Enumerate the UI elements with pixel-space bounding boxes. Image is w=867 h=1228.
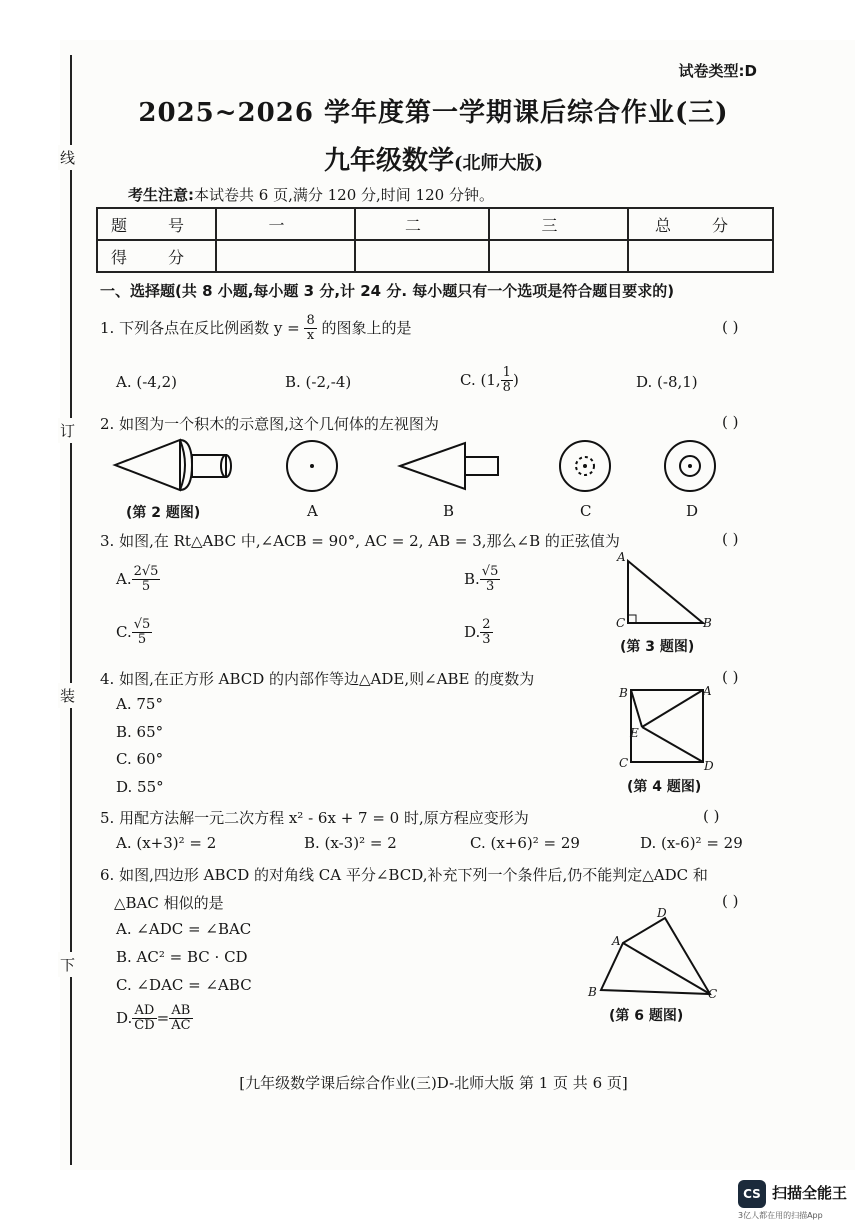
numerator: 1 (502, 365, 511, 380)
option-text: ) (512, 370, 519, 389)
answer-blank[interactable]: ( ) (722, 413, 739, 431)
denominator: 5 (137, 632, 147, 648)
q4-option-c[interactable]: C. 60° (116, 750, 164, 768)
denominator: 5 (141, 579, 151, 595)
score-table-row (97, 240, 773, 272)
q2-figures (110, 435, 730, 501)
candidate-notice (128, 184, 494, 205)
binding-char: 装 (58, 683, 77, 708)
numerator: √5 (481, 564, 499, 579)
point-label: C (619, 756, 629, 770)
table-cell: 题 号 (97, 208, 216, 240)
binding-char: 下 (58, 952, 77, 977)
edition: (北师大版) (453, 153, 544, 174)
q6-option-b[interactable]: B. AC² = BC · CD (116, 948, 248, 966)
answer-blank[interactable]: ( ) (722, 530, 739, 548)
q2-option-d[interactable]: D (686, 502, 699, 520)
q1-option-c[interactable] (460, 366, 519, 396)
q1-stem-a: 1. 下列各点在反比例函数 y = (100, 318, 300, 337)
scanner-tagline: 3亿人都在用的扫描App (738, 1211, 823, 1220)
q4-option-b[interactable]: B. 65° (116, 723, 164, 741)
question-2: 2. 如图为一个积木的示意图,这个几何体的左视图为 (100, 415, 439, 433)
score-input[interactable] (489, 240, 628, 272)
denominator: 3 (482, 632, 491, 648)
fraction (132, 618, 153, 648)
subject: 九年级数学 (323, 146, 454, 176)
answer-blank[interactable]: ( ) (722, 892, 739, 910)
fraction (480, 618, 492, 648)
binding-char: 线 (58, 145, 77, 170)
q1-option-a[interactable]: A. (-4,2) (116, 373, 177, 391)
fraction (480, 565, 501, 595)
point-label: C (708, 987, 718, 1001)
scanner-watermark (738, 1180, 853, 1218)
answer-blank[interactable]: ( ) (722, 318, 739, 336)
table-cell: 总 分 (628, 208, 773, 240)
denominator: 8 (502, 380, 511, 396)
point-label: E (630, 726, 639, 740)
q4-option-d[interactable]: D. 55° (116, 778, 164, 796)
numerator: 2 (482, 617, 491, 632)
q2-caption: (第 2 题图) (126, 505, 201, 521)
point-label: B (703, 616, 712, 630)
q6-quadrilateral-figure (595, 910, 725, 1005)
answer-blank[interactable]: ( ) (703, 807, 720, 825)
notice-text: 本试卷共 6 页,满分 120 分,时间 120 分钟。 (194, 186, 494, 204)
scanner-logo-icon: CS (738, 1180, 766, 1208)
q3-option-d[interactable] (464, 618, 493, 648)
point-label: B (588, 985, 597, 999)
q1-stem-b: 的图象上的是 (321, 318, 412, 337)
option-letter: C. (116, 622, 132, 641)
q2-option-a[interactable]: A (307, 502, 318, 520)
point-label: A (703, 684, 712, 698)
numerator: AB (169, 1004, 192, 1019)
fraction (304, 314, 316, 344)
question-6-line2: △BAC 相似的是 (114, 894, 224, 912)
q5-option-b[interactable]: B. (x-3)² = 2 (304, 834, 397, 852)
table-cell: 一 (216, 208, 355, 240)
score-input[interactable] (216, 240, 355, 272)
paper-type: 试卷类型:D (678, 62, 757, 80)
fraction (169, 1004, 192, 1034)
table-cell: 二 (355, 208, 489, 240)
point-label: B (619, 686, 628, 700)
option-text: C. (1, (460, 370, 501, 389)
option-letter: D. (116, 1008, 133, 1027)
answer-blank[interactable]: ( ) (722, 668, 739, 686)
score-input[interactable] (355, 240, 489, 272)
table-cell: 得 分 (97, 240, 216, 272)
q2-option-b[interactable]: B (443, 502, 455, 520)
question-6: 6. 如图,四边形 ABCD 的对角线 CA 平分∠BCD,补充下列一个条件后,仍不能判定△ADC 和 (100, 866, 708, 884)
point-label: A (612, 934, 621, 948)
denominator: x (306, 328, 315, 344)
binding-char: 订 (58, 418, 77, 443)
q1-option-b[interactable]: B. (-2,-4) (285, 373, 352, 391)
q2-cone (115, 440, 180, 490)
denominator: AC (171, 1018, 191, 1034)
q6-option-c[interactable]: C. ∠DAC = ∠ABC (116, 976, 252, 994)
question-1 (100, 314, 412, 344)
equals-sign: = (156, 1008, 170, 1027)
fraction (501, 366, 513, 396)
score-table-header (97, 208, 773, 240)
q6-option-d[interactable] (116, 1004, 193, 1034)
score-input[interactable] (628, 240, 773, 272)
q6-option-a[interactable]: A. ∠ADC = ∠BAC (116, 920, 252, 938)
page-footer: [九年级数学课后综合作业(三)D-北师大版 第 1 页 共 6 页] (239, 1074, 628, 1092)
q5-option-d[interactable]: D. (x-6)² = 29 (640, 834, 743, 852)
question-3: 3. 如图,在 Rt△ABC 中,∠ACB = 90°, AC = 2, AB = 3,那么∠B 的正弦值为 (100, 532, 620, 550)
q3-option-b[interactable] (464, 565, 500, 595)
q3-caption: (第 3 题图) (620, 639, 695, 655)
exam-title: 2025~2026 学年度第一学期课后综合作业(三) (138, 98, 729, 128)
point-label: D (704, 759, 714, 773)
denominator: 3 (485, 579, 495, 595)
numerator: √5 (133, 617, 151, 632)
exam-subtitle (0, 140, 867, 177)
option-letter: A. (116, 569, 132, 588)
q3-option-c[interactable] (116, 618, 152, 648)
score-table (96, 207, 774, 273)
scanner-name: 扫描全能王 (772, 1184, 848, 1202)
denominator: CD (134, 1018, 155, 1034)
section-heading: 一、选择题(共 8 小题,每小题 3 分,计 24 分. 每小题只有一个选项是符合题目要求的) (100, 282, 675, 300)
point-label: D (657, 906, 667, 920)
table-cell: 三 (489, 208, 628, 240)
q6-caption: (第 6 题图) (609, 1008, 684, 1024)
fraction (132, 1004, 156, 1034)
q2-option-c[interactable]: C (580, 502, 592, 520)
q4-option-a[interactable]: A. 75° (116, 695, 163, 713)
binding-line (70, 55, 72, 1165)
point-label: C (616, 616, 626, 630)
q5-option-c[interactable]: C. (x+6)² = 29 (470, 834, 580, 852)
fraction (132, 565, 161, 595)
numerator: 2√5 (133, 564, 159, 579)
notice-label: 考生注意: (128, 186, 194, 204)
q1-option-d[interactable]: D. (-8,1) (636, 373, 698, 391)
point-label: A (617, 550, 626, 564)
q3-triangle-figure (615, 553, 715, 631)
question-4: 4. 如图,在正方形 ABCD 的内部作等边△ADE,则∠ABE 的度数为 (100, 670, 535, 688)
numerator: AD (132, 1004, 156, 1019)
question-5: 5. 用配方法解一元二次方程 x² - 6x + 7 = 0 时,原方程应变形为 (100, 809, 529, 827)
numerator: 8 (306, 313, 315, 328)
option-letter: B. (464, 569, 480, 588)
q5-option-a[interactable]: A. (x+3)² = 2 (116, 834, 217, 852)
q4-caption: (第 4 题图) (627, 779, 702, 795)
q3-option-a[interactable] (116, 565, 160, 595)
option-letter: D. (464, 622, 481, 641)
option-b-figure (400, 443, 465, 489)
